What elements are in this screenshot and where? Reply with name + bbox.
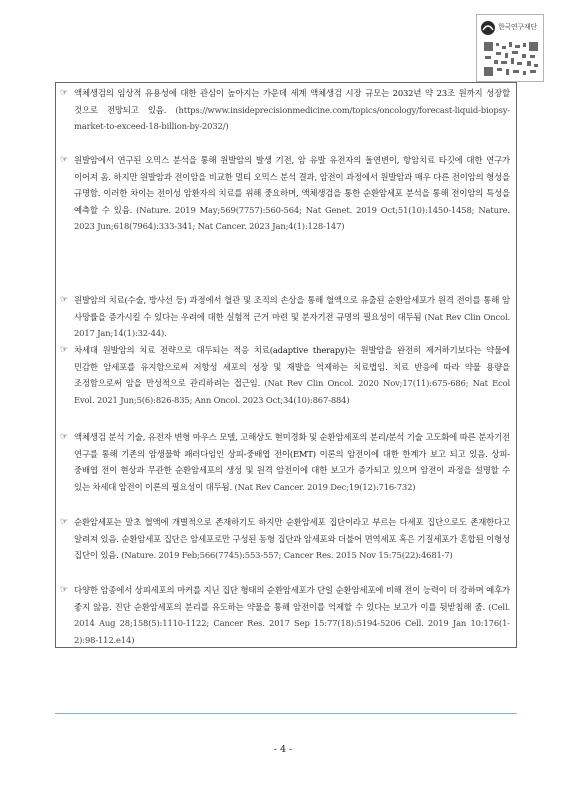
list-item xyxy=(62,342,510,408)
qr-code-icon xyxy=(482,40,540,78)
pointing-hand-icon: ☞ xyxy=(60,517,68,527)
content-box xyxy=(55,82,517,648)
list-item xyxy=(62,85,510,135)
pointing-hand-icon: ☞ xyxy=(60,88,68,98)
pointing-hand-icon: ☞ xyxy=(60,432,68,442)
header-logo-box xyxy=(476,14,544,82)
nrf-logo-icon xyxy=(480,20,496,36)
item-text: 차세대 원발암의 치료 전략으로 대두되는 적응 치료(adaptive therapy)는 원발암을 완전히 제거하기보다는 약물에 민감한 암세포를 유지함으로써 저항성 세포의 성장 및 재발을 억제하는 치료법임. 치료 반응에 따라 약물 용량을 조정함으로써 암을 만성적으로 관리하려는 접근임. (Nat Rev Clin Oncol. 2020 Nov;17(11):675-686; Nat Ecol Evol. 2021 Jun;5(6):826-835; Ann Oncol. 2023 Oct;34(10):867-884) xyxy=(74,345,510,405)
pointing-hand-icon: ☞ xyxy=(60,345,68,355)
pointing-hand-icon: ☞ xyxy=(60,295,68,305)
pointing-hand-icon: ☞ xyxy=(60,585,68,595)
list-item xyxy=(62,152,510,235)
item-text: 원발암에서 연구된 오믹스 분석을 통해 원발암의 발생 기전, 암 유발 유전자의 돌연변이, 항암치료 타깃에 대한 연구가 이어져 옴. 하지만 원발암과 전이암을 비교한 멀티 오믹스 분석 결과, 암전이 과정에서 원발암과 매우 다른 전이암의 형성을 규명함. 이러한 차이는 전이성 암환자의 치료를 위해 중요하며, 액체생검을 통한 순환암세포 분석을 통해 전이암의 특성을 예측할 수 있음. (Nature. 2019 May;569(7757):560-564; Nat Genet. 2019 Oct;51(10):1450-1458; Nature. 2023 Jun;618(7964):333-341; Nat Cancer. 2023 Jan;4(1):128-147) xyxy=(74,155,510,231)
logo-label: 한국연구재단 xyxy=(498,23,537,31)
list-item xyxy=(62,292,510,342)
item-text: 액체생검의 임상적 유용성에 대한 관심이 높아지는 가운데 세계 액체생검 시장 규모는 2032년 약 23조 원까지 성장할 것으로 전망되고 있음. (https://www.insideprecisionmedicine.com/topics/oncology/forecast-liquid-biopsy-market-to-exceed-18-billion-by-2032/) xyxy=(74,88,510,131)
item-text: 다양한 암종에서 상피세포의 마커를 지닌 집단 형태의 순환암세포가 단일 순환암세포에 비해 전이 능력이 더 강하며 예후가 좋지 않음. 진단 순환암세포의 분리를 유도하는 약물을 통해 암전이를 억제할 수 있다는 보고가 이를 뒷받침해 줌. (Cell. 2014 Aug 28;158(5):1110-1122; Cancer Res. 2017 Sep 15:77(18):5194-5206 Cell. 2019 Jan 10:176(1-2):98-112.e14) xyxy=(74,585,511,645)
list-item xyxy=(62,514,510,564)
item-text: 원발암의 치료(수술, 방사선 등) 과정에서 혈관 및 조직의 손상을 통해 혈액으로 유출된 순환암세포가 원격 전이를 통해 암 사망률을 증가시킬 수 있다는 우려에 대한 실험적 근거 마련 및 분자기전 규명의 필요성이 대두됨 (Nat Rev Clin Oncol. 2017 Jan;14(1):32-44). xyxy=(74,295,511,338)
footer-divider xyxy=(55,713,517,714)
list-item xyxy=(62,582,510,648)
page-number: - 4 - xyxy=(273,744,293,755)
pointing-hand-icon: ☞ xyxy=(60,155,68,165)
item-text: 액체생검 분석 기술, 유전자 변형 마우스 모델, 고해상도 현미경화 및 순환암세포의 분리/분석 기술 고도화에 따른 분자기전 연구를 통해 기존의 암생물학 패러다임인 상피-중배엽 전이(EMT) 이론의 암전이에 대한 한계가 보고 되고 있음. 상피-중배엽 전이 현상과 무관한 순환암세포의 생성 및 원격 암전이에 대한 보고가 증가되고 있으며 암전이 과정을 설명할 수 있는 차세대 암전이 이론의 필요성이 대두됨. (Nat Rev Cancer. 2019 Dec;19(12):716-732) xyxy=(74,432,510,492)
item-text: 순환암세포는 말초 혈액에 개별적으로 존재하기도 하지만 순환암세포 집단이라고 부르는 다세포 집단으로도 존재한다고 알려져 있음. 순환암세포 집단은 암세포로만 구성된 동형 집단과 암세포와 더불어 면역세포 혹은 기질세포가 혼합된 이형성 집단이 있음. (Nature. 2019 Feb;566(7745):553-557; Cancer Res. 2015 Nov 15:75(22):4681-7) xyxy=(74,517,510,560)
list-item xyxy=(62,429,510,495)
